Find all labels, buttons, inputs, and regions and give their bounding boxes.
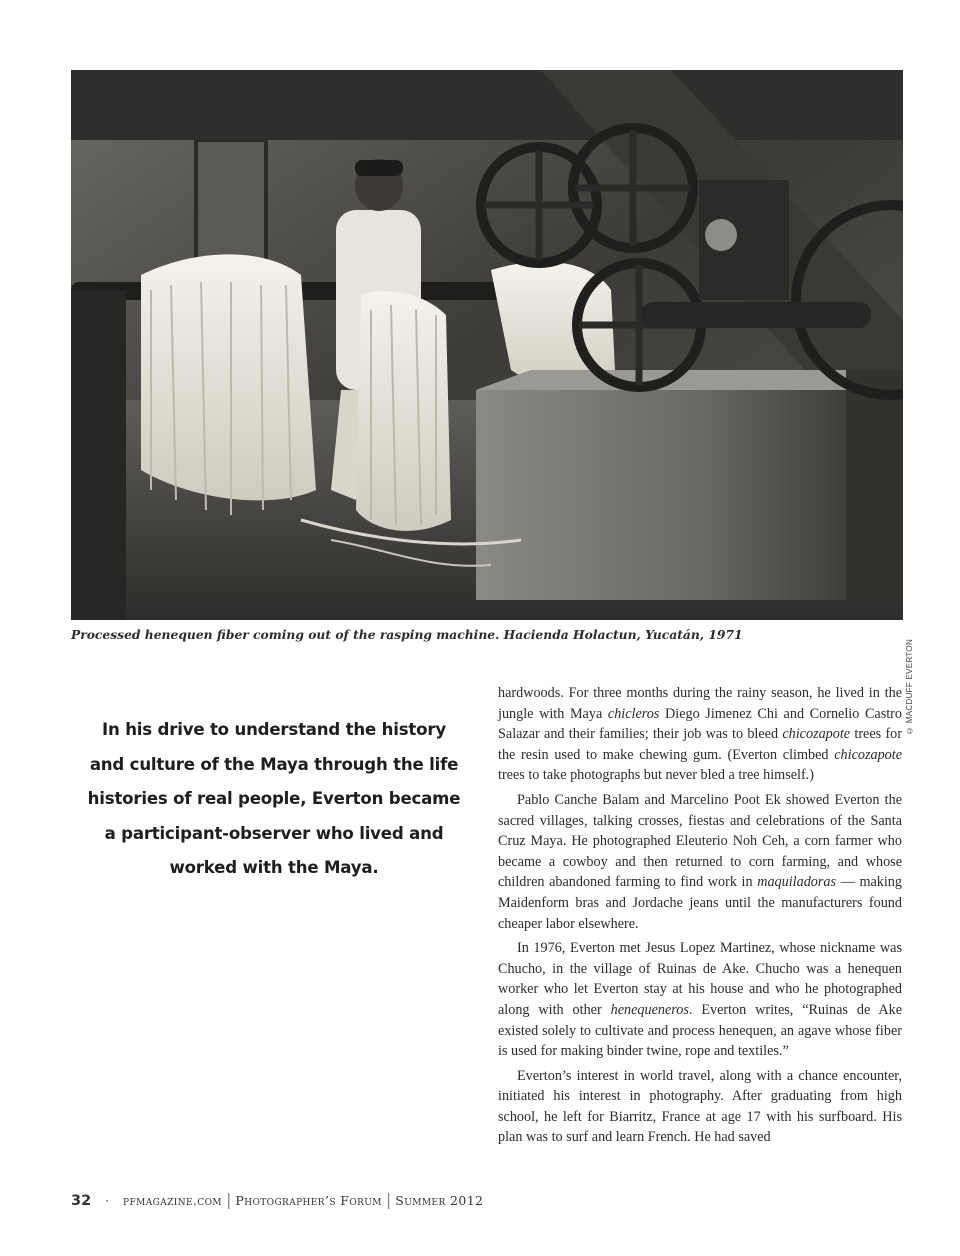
photo-illustration <box>71 70 903 620</box>
body-paragraph-1: hardwoods. For three months during the rainy season, he lived in the jungle with Maya chicleros Diego Jimenez Chi and Cornelio Castro Salazar and their families; their job was to bleed chicozapote trees for the resin used to make chewing gum. (Everton climbed chicozapote trees to take photographs but never bled a tree himself.) <box>498 685 902 784</box>
photo-credit: © MACDUFF EVERTON <box>905 638 914 735</box>
photo-caption: Processed henequen fiber coming out of the rasping machine. Hacienda Holactun, Yucatán, 1971 <box>71 627 743 642</box>
body-paragraph-3: In 1976, Everton met Jesus Lopez Martinez, whose nickname was Chucho, in the village of Ruinas de Ake. Chucho was a henequen worker who let Everton stay at his house and who he photographed along with other henequeneros. Everton writes, “Ruinas de Ake existed solely to cultivate and process henequen, an agave whose fiber is used for making binder twine, rope and textiles.” <box>498 940 902 1060</box>
henequen-photo <box>71 70 903 620</box>
page-footer <box>71 1190 483 1212</box>
footer-bullet: · <box>105 1194 110 1208</box>
article-body <box>498 683 902 1148</box>
pull-quote: In his drive to understand the history and culture of the Maya through the life histories of real people, Everton became a participant-observer who lived and worked with the Maya. <box>87 720 461 877</box>
footer-issue: Summer 2012 <box>395 1193 484 1208</box>
page-number: 32 <box>71 1193 92 1209</box>
body-paragraph-2: Pablo Canche Balam and Marcelino Poot Ek showed Everton the sacred villages, talking crosses, fiestas and celebrations of the Santa Cruz Maya. He photographed Eleuterio Noh Ceh, a corn farmer who became a cowboy and then returned to corn farming, and whose children abandoned farming to find work in maquiladoras — making Maidenform bras and Jordache jeans until the manufacturers found cheaper labor elsewhere. <box>498 791 902 932</box>
footer-site: pfmagazine.com <box>123 1193 223 1208</box>
footer-separator: | <box>385 1190 392 1209</box>
footer-publication: Photographer’s Forum <box>235 1193 382 1208</box>
body-paragraph-4: Everton’s interest in world travel, along with a chance encounter, initiated his interest in photography. After graduating from high school, he left for Biarritz, France at age 17 with his surfboard. His plan was to surf and learn French. He had saved <box>498 1067 902 1146</box>
footer-separator: | <box>226 1190 232 1209</box>
